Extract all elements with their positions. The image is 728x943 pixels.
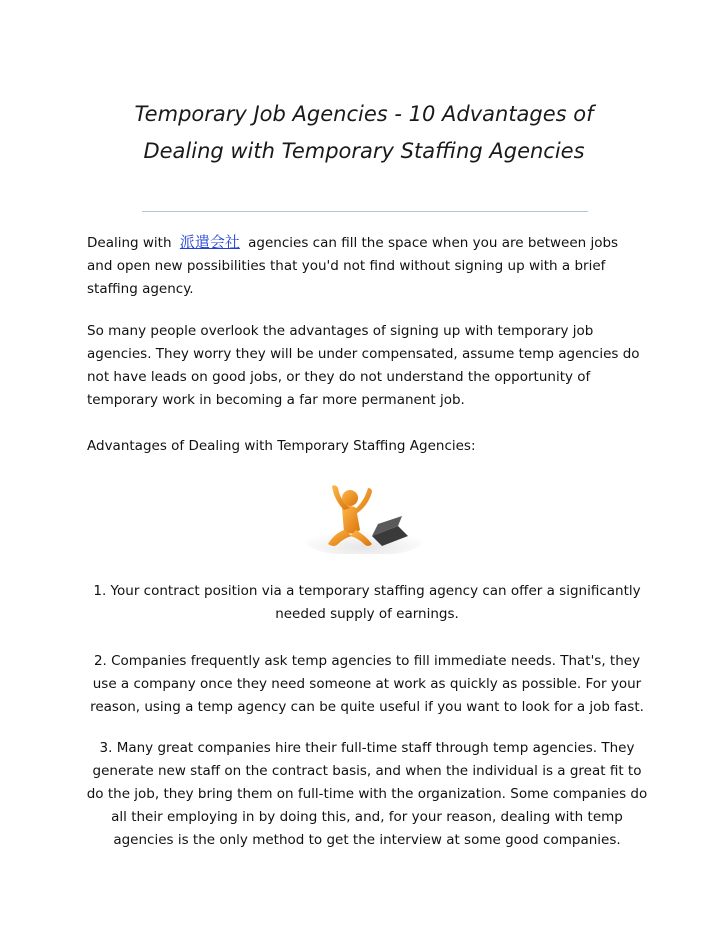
figure-head bbox=[342, 490, 358, 506]
celebration-illustration bbox=[306, 478, 422, 554]
overlook-paragraph: So many people overlook the advantages of signing up with temporary job agencies. They worry they will be under compensated, assume temp agencies do not have leads on good jobs, or they do not understand the opportunity of temporary work in becoming a far more permanent job. bbox=[87, 323, 640, 408]
intro-text-after-link: agencies can fill the space when you are between jobs and open new possibilities that you'd not find without signing up with a brief staffing agency. bbox=[87, 235, 619, 297]
advantage-item-3: 3. Many great companies hire their full-time staff through temp agencies. They generate new staff on the contract basis, and when the individual is a great fit to do the job, they bring them on full-time with the organization. Some companies do all their employing in by doing this, and, for your reason, dealing with temp agencies is the only method to get the interview at some good companies. bbox=[86, 740, 648, 848]
advantages-subheading: Advantages of Dealing with Temporary Staffing Agencies: bbox=[87, 438, 476, 454]
intro-paragraph bbox=[87, 231, 647, 301]
advantage-item-2: 2. Companies frequently ask temp agencies to fill immediate needs. That's, they use a company once they need someone at work as quickly as possible. For your reason, using a temp agency can be quite useful if you want to look for a job fast. bbox=[90, 653, 644, 715]
haken-kaisha-link[interactable]: 派遣会社 bbox=[179, 233, 240, 251]
document-title: Temporary Job Agencies - 10 Advantages of Dealing with Temporary Staffing Agencies bbox=[134, 102, 594, 163]
celebrating-person-with-laptop-icon bbox=[306, 478, 422, 554]
intro-text-before-link: Dealing with bbox=[87, 235, 172, 251]
advantage-item-1: 1. Your contract position via a temporary staffing agency can offer a significantly needed supply of earnings. bbox=[93, 583, 641, 622]
title-divider bbox=[142, 211, 588, 212]
